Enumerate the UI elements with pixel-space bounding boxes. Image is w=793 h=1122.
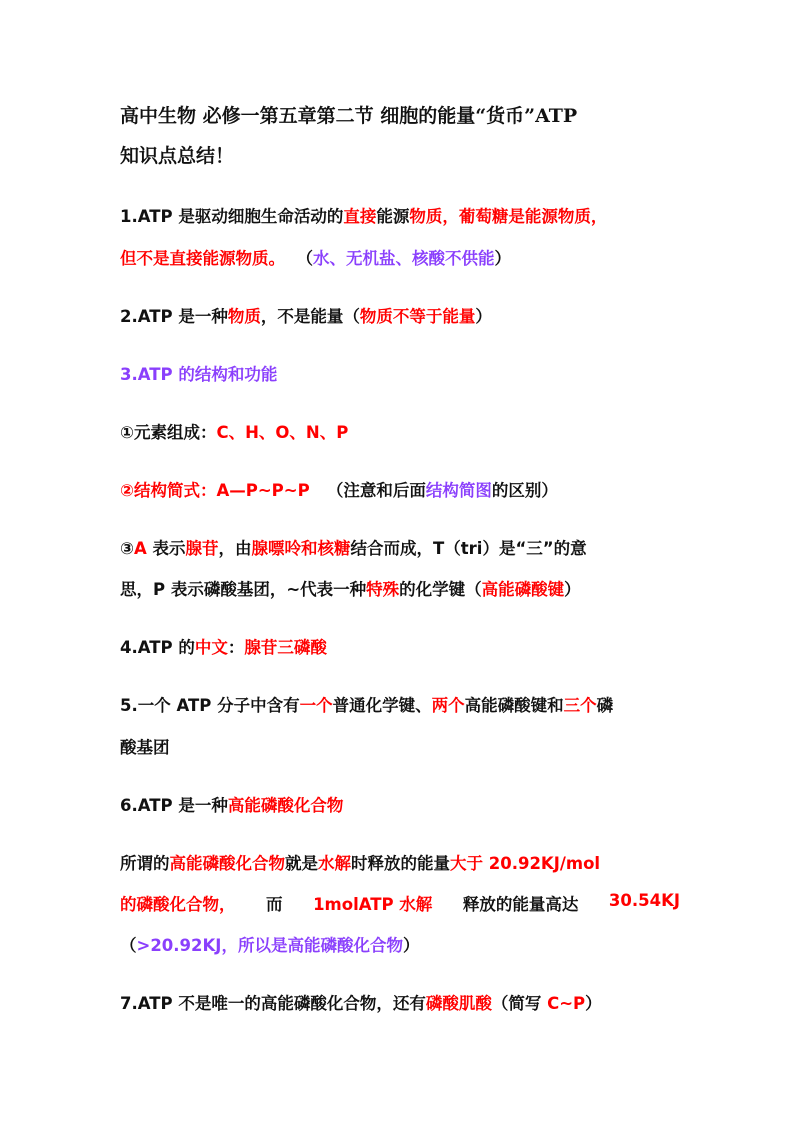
point-3-3-line-1	[120, 535, 680, 559]
text-segment: ）	[494, 249, 511, 268]
text-segment: 磷	[596, 696, 614, 715]
point-6	[120, 792, 680, 816]
highlight-red: 大于 20.92KJ/mol	[450, 854, 601, 873]
text-segment: 普通化学键、	[332, 696, 432, 715]
point-1-line-2	[120, 245, 680, 269]
text-segment: 4.ATP 的	[120, 638, 195, 657]
text-segment: 1.ATP 是驱动细胞生命活动的	[120, 207, 344, 226]
point-3-3-line-2	[120, 576, 680, 600]
highlight-purple: ATP 的结构和功能	[137, 365, 278, 384]
text-segment: 6.ATP 是一种	[120, 796, 228, 815]
highlight-red: 直接	[343, 207, 377, 226]
text-segment: 就是	[285, 854, 318, 873]
text-segment: （	[296, 249, 313, 268]
text-segment: ）	[475, 307, 492, 326]
highlight-red: 三个	[563, 696, 597, 715]
highlight-red: 的磷酸化合物，	[120, 895, 236, 914]
point-4	[120, 634, 680, 658]
explanation-line-2	[120, 891, 680, 915]
highlight-red: 磷酸肌酸	[425, 994, 492, 1013]
highlight-red: 高能磷酸化合物	[169, 854, 285, 873]
text-segment: 能源	[376, 207, 410, 226]
text-segment: 思，P 表示磷酸基团，~代表一种	[120, 580, 367, 599]
text-segment: 高能磷酸键和	[464, 696, 564, 715]
point-5-line-1	[120, 692, 680, 716]
element-composition	[120, 419, 680, 443]
highlight-purple: 水、无机盐、核酸不供能	[313, 249, 495, 268]
highlight-red: 物质	[227, 307, 261, 326]
text-segment: 时释放的能量	[351, 854, 450, 873]
explanation-line-3	[120, 932, 680, 956]
highlight-red: 腺苷三磷酸	[244, 638, 327, 657]
highlight-red: 一个	[299, 696, 333, 715]
text-segment: ，不是能量（	[260, 307, 360, 326]
highlight-purple: 结构简图	[425, 481, 492, 500]
highlight-red: 水解	[318, 854, 351, 873]
text-segment: 5.一个 ATP 分子中含有	[120, 696, 300, 715]
text-segment: 7.ATP 不是唯一的高能磷酸化合物，还有	[120, 994, 426, 1013]
highlight-red: C~P	[547, 994, 586, 1013]
text-segment: 2.ATP 是一种	[120, 307, 228, 326]
text-segment: 酸基团	[120, 738, 170, 757]
structure-formula	[120, 477, 680, 501]
page-title	[120, 96, 680, 176]
text-segment: ）	[585, 994, 602, 1013]
highlight-red: 1molATP 水解	[313, 895, 433, 914]
highlight-red: 腺苷	[185, 539, 219, 558]
text-segment: 所谓的	[120, 854, 170, 873]
text-segment: 的化学键（	[399, 580, 482, 599]
highlight-purple: >20.92KJ，所以是高能磷酸化合物	[136, 936, 403, 955]
highlight-red: 两个	[431, 696, 465, 715]
text-segment: 表示	[146, 539, 186, 558]
highlight-red: A	[133, 539, 147, 558]
text-segment: （简写	[491, 994, 548, 1013]
text-segment: ③	[120, 539, 134, 558]
point-1-line-1	[120, 203, 680, 227]
highlight-red: 腺嘌呤和核糖	[251, 539, 351, 558]
point-5-line-2	[120, 734, 680, 758]
highlight-red: 中文	[194, 638, 228, 657]
text-segment: ：	[227, 638, 245, 657]
text-segment: 释放的能量高达	[462, 895, 579, 914]
text-segment: ）	[564, 580, 581, 599]
text-segment: 而	[266, 895, 283, 914]
highlight-red: 高能磷酸键	[481, 580, 565, 599]
text-segment: 结合而成，T（tri）是“三”的意	[350, 539, 587, 558]
text-segment: ）	[402, 936, 420, 955]
highlight-red: 物质，葡萄糖是能源物质，	[409, 207, 608, 226]
text-segment: ①元素组成：	[120, 423, 217, 442]
highlight-red: 30.54KJ	[608, 891, 680, 910]
highlight-red: 但不是直接能源物质。	[120, 249, 285, 268]
point-7	[120, 990, 680, 1014]
highlight-red: 物质不等于能量	[359, 307, 476, 326]
highlight-red: C、H、O、N、P	[216, 423, 349, 442]
text-segment: ，由	[218, 539, 252, 558]
point-3-heading	[120, 361, 680, 385]
explanation-line-1	[120, 850, 680, 874]
text-segment: 的区别）	[491, 481, 558, 500]
text-segment: （	[120, 936, 137, 955]
text-segment: 3.	[120, 365, 138, 384]
point-2	[120, 303, 680, 327]
highlight-red: 高能磷酸化合物	[227, 796, 344, 815]
highlight-red: ②结构简式：A—P~P~P	[120, 481, 310, 500]
highlight-red: 特殊	[366, 580, 400, 599]
title-line-2: 知识点总结！	[120, 145, 235, 167]
text-segment: （注意和后面	[326, 481, 426, 500]
title-line-1: 高中生物 必修一第五章第二节 细胞的能量“货币”ATP	[120, 105, 578, 127]
